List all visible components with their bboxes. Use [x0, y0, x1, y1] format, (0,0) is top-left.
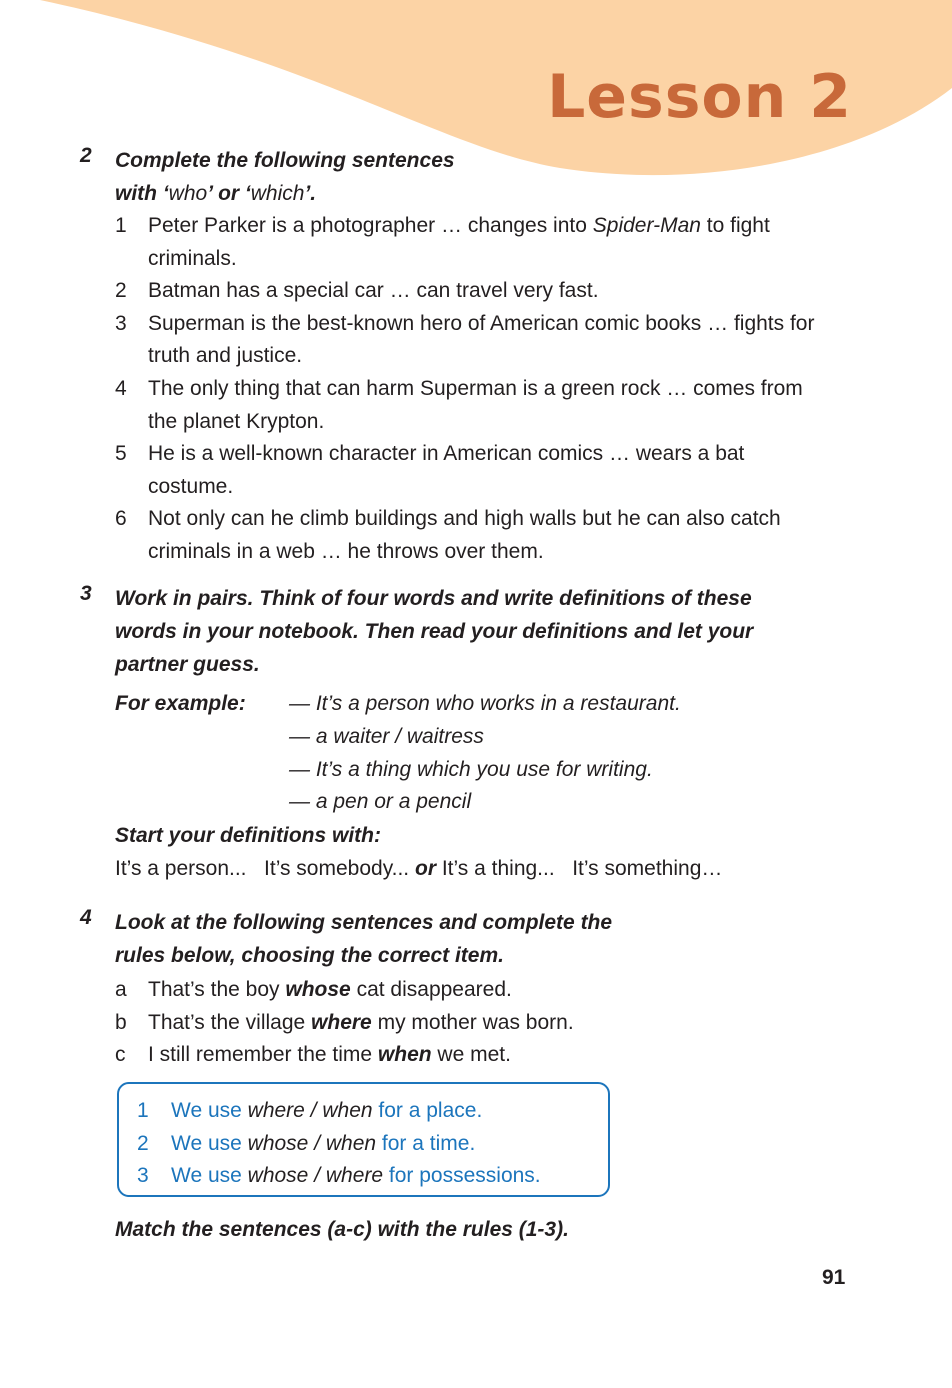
rule-item	[137, 1095, 608, 1128]
or-word: or	[415, 857, 436, 881]
list-item	[115, 373, 835, 438]
phrase-text: It’s a thing... It’s something…	[441, 857, 723, 881]
item-text: He is a well-known character in American comics … wears a bat costume.	[148, 442, 745, 498]
item-number: 6	[115, 507, 127, 531]
list-item	[115, 1007, 835, 1040]
item-number: 5	[115, 442, 127, 466]
example-line: — It’s a person who works in a restaurant.	[289, 692, 681, 715]
keyword: where	[311, 1010, 372, 1034]
rule-item	[137, 1128, 608, 1161]
item-text: we met.	[431, 1043, 511, 1067]
instruction-text: ’.	[304, 182, 317, 205]
keyword-which: which	[250, 182, 305, 205]
instruction-text: Complete the following sentences	[115, 149, 455, 172]
item-letter: a	[115, 978, 127, 1001]
start-phrases	[115, 852, 952, 885]
sentence-list	[115, 210, 835, 569]
keyword: whose	[285, 978, 351, 1001]
item-text: Superman is the best-known hero of American comic books … fights for truth and justice.	[148, 311, 815, 368]
example-block	[115, 688, 952, 819]
rule-text: We use	[171, 1131, 248, 1155]
list-item	[115, 1039, 835, 1072]
exercise-number: 2	[80, 144, 92, 167]
rule-options: whose / where	[247, 1164, 384, 1187]
list-item	[115, 210, 835, 275]
rule-text: for possessions.	[383, 1164, 541, 1187]
phrase-text: It’s a person... It’s somebody...	[115, 857, 410, 881]
item-letter: c	[115, 1043, 126, 1067]
rule-text: We use	[171, 1164, 248, 1187]
rule-item	[137, 1160, 608, 1193]
rules-box	[117, 1082, 610, 1197]
example-label: For example:	[115, 692, 246, 715]
exercise-instruction	[115, 144, 805, 210]
list-item	[115, 438, 835, 503]
rule-number: 1	[137, 1099, 149, 1122]
item-title: Spider-Man	[592, 214, 701, 237]
exercise-instruction: Look at the following sentences and complete the rules below, choosing the correct item.	[115, 911, 613, 967]
item-number: 4	[115, 376, 127, 400]
list-item	[115, 308, 835, 373]
item-text: Peter Parker is a photographer … changes into	[148, 214, 593, 237]
start-label: Start your definitions with:	[115, 824, 381, 848]
keyword: when	[377, 1043, 432, 1067]
list-item	[115, 974, 835, 1007]
item-text: The only thing that can harm Superman is a green rock … comes from the planet Krypton.	[148, 376, 803, 433]
item-text: I still remember the time	[148, 1043, 378, 1067]
match-instruction: Match the sentences (a-c) with the rules (1-3).	[115, 1218, 569, 1241]
sentence-list	[115, 974, 835, 1072]
item-letter: b	[115, 1010, 127, 1034]
instruction-text: with ‘	[115, 182, 169, 205]
exercise-2	[0, 144, 952, 569]
rule-text: for a time.	[376, 1131, 476, 1155]
rule-number: 3	[137, 1164, 149, 1187]
lesson-title: Lesson 2	[547, 62, 852, 132]
rule-text: for a place.	[372, 1099, 483, 1122]
example-line: — a pen or a pencil	[289, 790, 472, 814]
item-text: That’s the village	[148, 1010, 312, 1034]
instruction-text: ’ or ‘	[207, 182, 251, 205]
exercise-instruction: Work in pairs. Think of four words and write definitions of these words in your notebook. Then read your definitions and let your partner guess.	[115, 587, 754, 676]
exercise-4	[0, 906, 952, 1072]
item-text: cat disappeared.	[350, 978, 512, 1001]
rule-options: where / when	[247, 1099, 373, 1122]
item-text: That’s the boy	[148, 978, 286, 1001]
item-number: 1	[115, 214, 127, 237]
example-line: — a waiter / waitress	[289, 724, 484, 748]
exercise-number: 4	[80, 906, 92, 929]
keyword-who: who	[168, 182, 208, 205]
list-item	[115, 275, 835, 308]
rule-number: 2	[137, 1131, 149, 1155]
item-text: to fight criminals.	[148, 214, 770, 270]
item-number: 2	[115, 279, 127, 303]
item-text: Batman has a special car … can travel very fast.	[148, 279, 599, 303]
rule-options: whose / when	[247, 1131, 377, 1155]
rule-text: We use	[171, 1099, 248, 1122]
item-text: Not only can he climb buildings and high walls but he can also catch criminals in a web … he throws over them.	[148, 507, 781, 563]
page-number: 91	[822, 1266, 846, 1289]
item-text: my mother was born.	[371, 1010, 574, 1034]
example-line: — It’s a thing which you use for writing.	[289, 757, 653, 781]
exercise-number: 3	[80, 582, 92, 605]
item-number: 3	[115, 311, 127, 335]
exercise-3	[0, 582, 952, 885]
list-item	[115, 503, 835, 568]
